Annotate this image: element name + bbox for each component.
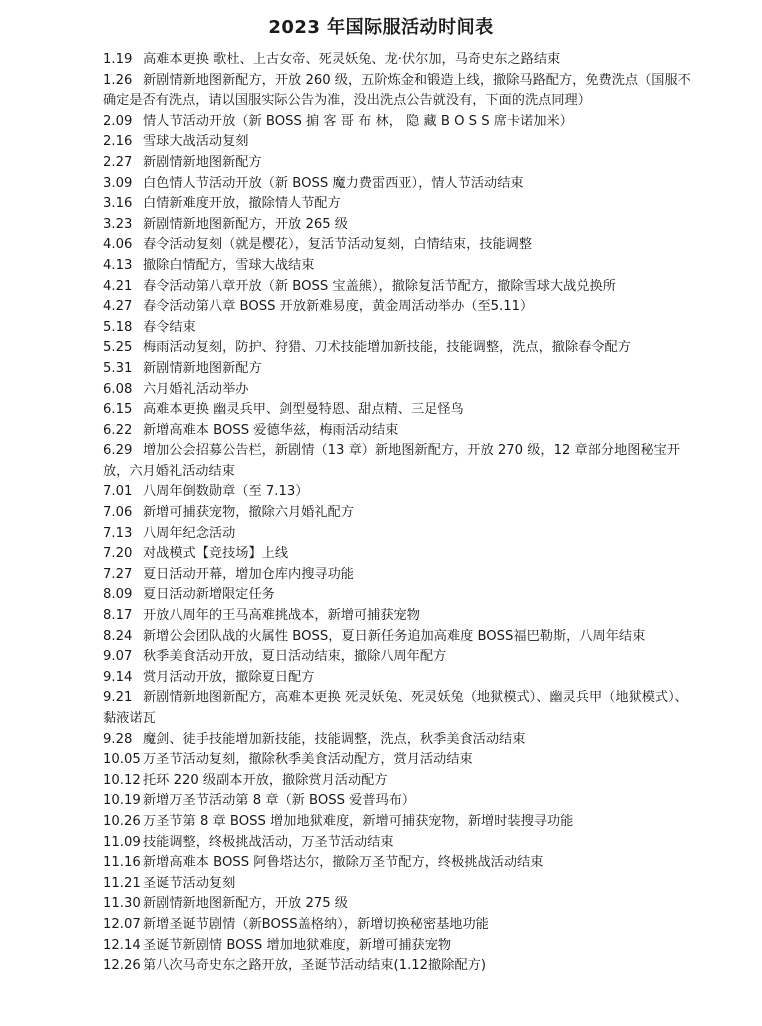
event-text: 雪球大战活动复刻 [143,134,249,150]
event-row [103,174,692,195]
event-text: 六月婚礼活动举办 [143,381,249,397]
event-row [103,627,692,648]
event-date: 6.22 [103,422,133,438]
event-text: 赏月活动开放，撤除夏日配方 [143,669,315,685]
event-date: 12.14 [103,937,141,953]
event-text: 万圣节第 8 章 BOSS 增加地狱难度，新增可捕获宠物，新增时装搜寻功能 [143,813,574,829]
event-date: 4.27 [103,299,133,315]
event-date: 7.01 [103,484,133,500]
event-row [103,380,692,401]
event-row [103,50,692,71]
page-title: 2023 年国际服活动时间表 [268,17,494,38]
event-text: 八周年倒数勋章（至 7.13） [143,484,309,500]
event-date: 6.15 [103,402,133,418]
event-row [103,194,692,215]
event-date: 2.09 [103,113,133,129]
event-text: 新增圣诞节剧情（新BOSS盖格纳），新增切换秘密基地功能 [143,916,489,932]
event-row [103,338,692,359]
event-row [103,894,692,915]
event-date: 9.28 [103,731,133,747]
event-date: 11.09 [103,834,141,850]
event-text: 白情新难度开放，撤除情人节配方 [143,196,341,212]
event-row [103,297,692,318]
event-text: 情人节活动开放（新 BOSS 掮 客 哥 布 林， 隐 藏 B O S S 席卡诺加米） [143,113,573,129]
event-date: 8.17 [103,608,133,624]
event-text: 夏日活动开幕，增加仓库内搜寻功能 [143,566,354,582]
event-date: 7.20 [103,546,133,562]
event-row [103,132,692,153]
event-date: 5.25 [103,340,133,356]
event-text: 新剧情新地图新配方，开放 260 级，五阶炼金和锻造上线，撤除马路配方，免费洗点（国服不确定是否有洗点，请以国服实际公告为准，没出洗点公告就没有，下面的洗点同理） [103,72,691,109]
event-date: 10.26 [103,813,141,829]
event-text: 春令活动复刻（就是樱花），复活节活动复刻，白情结束，技能调整 [143,237,533,253]
event-text: 春令活动第八章开放（新 BOSS 宝盖熊），撤除复活节配方，撤除雪球大战兑换所 [143,278,616,294]
event-date: 9.07 [103,649,133,665]
event-text: 撤除白情配方，雪球大战结束 [143,257,315,273]
event-row [103,112,692,133]
event-date: 4.21 [103,278,133,294]
event-text: 八周年纪念活动 [143,525,236,541]
event-row [103,647,692,668]
event-row [103,441,692,482]
event-date: 6.08 [103,381,133,397]
event-row [103,812,692,833]
event-row [103,421,692,442]
event-date: 9.21 [103,690,133,706]
event-text: 新剧情新地图新配方，开放 265 级 [143,216,348,232]
event-row [103,359,692,380]
event-row [103,565,692,586]
event-date: 7.27 [103,566,133,582]
event-text: 托环 220 级副本开放，撤除赏月活动配方 [143,772,388,788]
event-text: 新增可捕获宠物，撤除六月婚礼配方 [143,505,354,521]
event-text: 新剧情新地图新配方 [143,360,262,376]
event-text: 梅雨活动复刻，防护、狩猎、刀术技能增加新技能，技能调整，洗点，撤除春令配方 [143,340,631,356]
event-row [103,503,692,524]
event-text: 白色情人节活动开放（新 BOSS 魔力费雷西亚），情人节活动结束 [143,175,524,191]
event-text: 高难本更换 幽灵兵甲、剑型曼特恩、甜点精、三足怪鸟 [143,402,464,418]
event-row [103,482,692,503]
event-text: 夏日活动新增限定任务 [143,587,275,603]
event-text: 新剧情新地图新配方，开放 275 级 [143,896,348,912]
event-row [103,606,692,627]
event-row [103,524,692,545]
event-date: 3.23 [103,216,133,232]
event-text: 新增万圣节活动第 8 章（新 BOSS 爱普玛布） [143,793,416,809]
event-text: 新剧情新地图新配方，高难本更换 死灵妖兔、死灵妖兔（地狱模式）、幽灵兵甲（地狱模式）、黏液诺瓦 [103,690,688,726]
event-date: 2.16 [103,134,133,150]
event-text: 圣诞节新剧情 BOSS 增加地狱难度，新增可捕获宠物 [143,937,452,953]
event-text: 春令结束 [143,319,196,335]
event-row [103,791,692,812]
event-row [103,730,692,751]
event-date: 12.26 [103,958,141,974]
event-text: 对战模式【竞技场】上线 [143,546,289,562]
event-row [103,318,692,339]
event-row [103,874,692,895]
event-row [103,750,692,771]
event-row [103,936,692,957]
event-date: 7.06 [103,505,133,521]
event-row [103,235,692,256]
event-text: 增加公会招募公告栏，新剧情（13 章）新地图新配方，开放 270 级，12 章部分地图秘宝开放，六月婚礼活动结束 [103,443,681,479]
event-list [103,50,692,977]
event-text: 新增高难本 BOSS 爱德华兹，梅雨活动结束 [143,422,399,438]
event-date: 8.09 [103,587,133,603]
event-date: 9.14 [103,669,133,685]
event-date: 10.05 [103,752,141,768]
event-date: 4.06 [103,237,133,253]
event-text: 秋季美食活动开放，夏日活动结束，撤除八周年配方 [143,649,447,665]
event-row [103,853,692,874]
event-text: 新增公会团队战的火属性 BOSS，夏日新任务追加高难度 BOSS福巴勒斯，八周年结束 [143,628,646,644]
event-row [103,956,692,977]
event-text: 万圣节活动复刻，撤除秋季美食活动配方，赏月活动结束 [143,752,473,768]
event-date: 3.16 [103,196,133,212]
event-date: 6.29 [103,443,133,459]
event-row [103,277,692,298]
event-row [103,153,692,174]
event-text: 开放八周年的王马高难挑战本，新增可捕获宠物 [143,608,420,624]
event-date: 8.24 [103,628,133,644]
event-text: 新增高难本 BOSS 阿鲁塔达尔，撤除万圣节配方，终极挑战活动结束 [143,855,544,871]
event-text: 圣诞节活动复刻 [143,875,236,891]
event-text: 第八次马奇史东之路开放，圣诞节活动结束(1.12撤除配方) [143,958,486,974]
event-text: 新剧情新地图新配方 [143,154,262,170]
event-row [103,668,692,689]
event-row [103,215,692,236]
event-date: 12.07 [103,916,141,932]
event-date: 4.13 [103,257,133,273]
event-date: 10.12 [103,772,141,788]
event-text: 魔剑、徒手技能增加新技能，技能调整，洗点，秋季美食活动结束 [143,731,526,747]
event-text: 春令活动第八章 BOSS 开放新难易度，黄金周活动举办（至5.11） [143,299,534,315]
event-date: 5.31 [103,360,133,376]
event-date: 11.16 [103,855,141,871]
event-text: 高难本更换 歌杜、上古女帝、死灵妖兔、龙·伏尔加，马奇史东之路结束 [143,52,561,67]
event-date: 7.13 [103,525,133,541]
event-row [103,585,692,606]
event-row [103,915,692,936]
event-date: 2.27 [103,154,133,170]
event-row [103,71,692,112]
event-row [103,771,692,792]
event-date: 3.09 [103,175,133,191]
event-row [103,400,692,421]
event-row [103,256,692,277]
event-text: 技能调整，终极挑战活动，万圣节活动结束 [143,834,394,850]
event-date: 10.19 [103,793,141,809]
event-date: 1.19 [103,52,133,67]
event-date: 5.18 [103,319,133,335]
event-row [103,544,692,565]
event-date: 1.26 [103,72,133,88]
event-date: 11.30 [103,896,141,912]
event-row [103,833,692,854]
event-row [103,688,692,729]
event-date: 11.21 [103,875,141,891]
